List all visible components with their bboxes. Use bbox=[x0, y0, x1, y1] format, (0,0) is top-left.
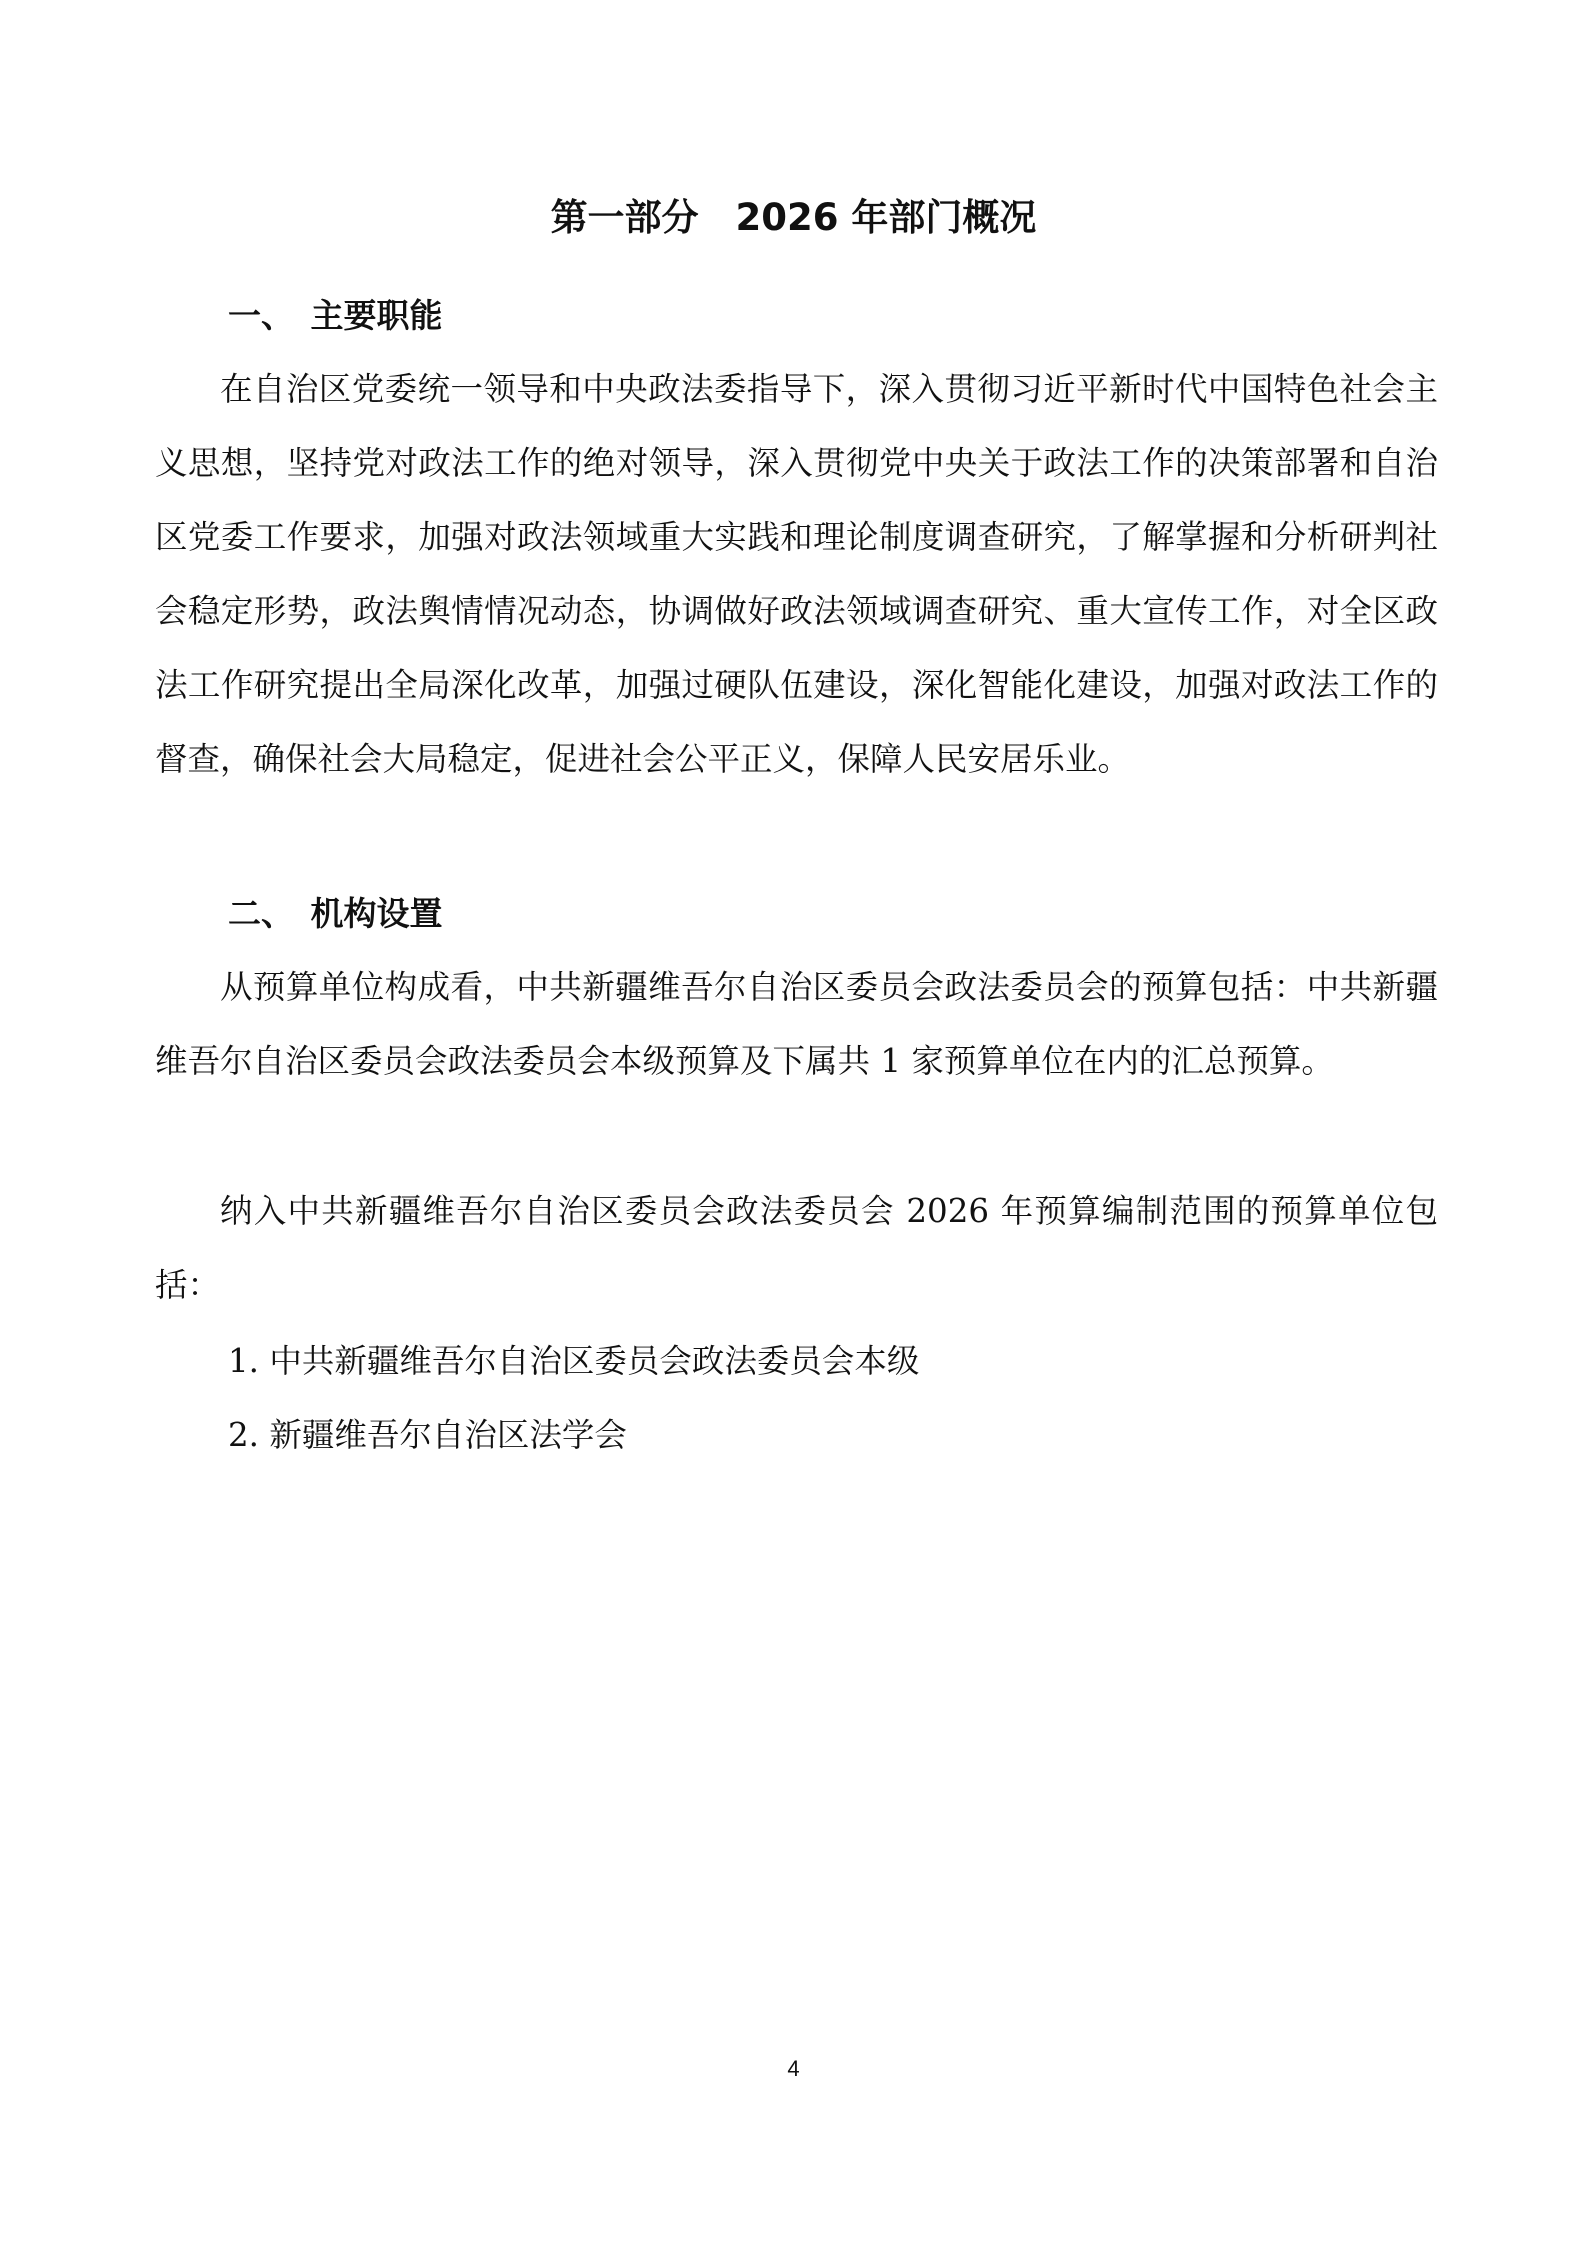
section-heading-organization: 二、 机构设置 bbox=[228, 894, 443, 933]
section-heading-main-functions: 一、 主要职能 bbox=[228, 296, 443, 335]
main-functions-paragraph: 在自治区党委统一领导和中央政法委指导下，深入贯彻习近平新时代中国特色社会主义思想，坚持党对政法工作的绝对领导，深入贯彻党中央关于政法工作的决策部署和自治区党委工作要求，加强对政法领域重大实践和理论制度调查研究，了解掌握和分析研判社会稳定形势，政法舆情情况动态，协调做好政法领域调查研究、重大宣传工作，对全区政法工作研究提出全局深化改革，加强过硬队伍建设，深化智能化建设，加强对政法工作的督查，确保社会大局稳定，促进社会公平正义，保障人民安居乐业。 bbox=[155, 370, 1438, 778]
budget-unit-list-item: 1. 中共新疆维吾尔自治区委员会政法委员会本级 bbox=[228, 1342, 920, 1380]
organization-paragraph-scope: 纳入中共新疆维吾尔自治区委员会政法委员会 2026 年预算编制范围的预算单位包括： bbox=[155, 1192, 1438, 1304]
page-title: 第一部分 2026 年部门概况 bbox=[550, 196, 1037, 239]
organization-paragraph-composition: 从预算单位构成看，中共新疆维吾尔自治区委员会政法委员会的预算包括：中共新疆维吾尔自治区委员会政法委员会本级预算及下属共 1 家预算单位在内的汇总预算。 bbox=[155, 968, 1438, 1080]
page-number: 4 bbox=[787, 2056, 800, 2081]
budget-unit-list-item: 2. 新疆维吾尔自治区法学会 bbox=[228, 1416, 627, 1454]
